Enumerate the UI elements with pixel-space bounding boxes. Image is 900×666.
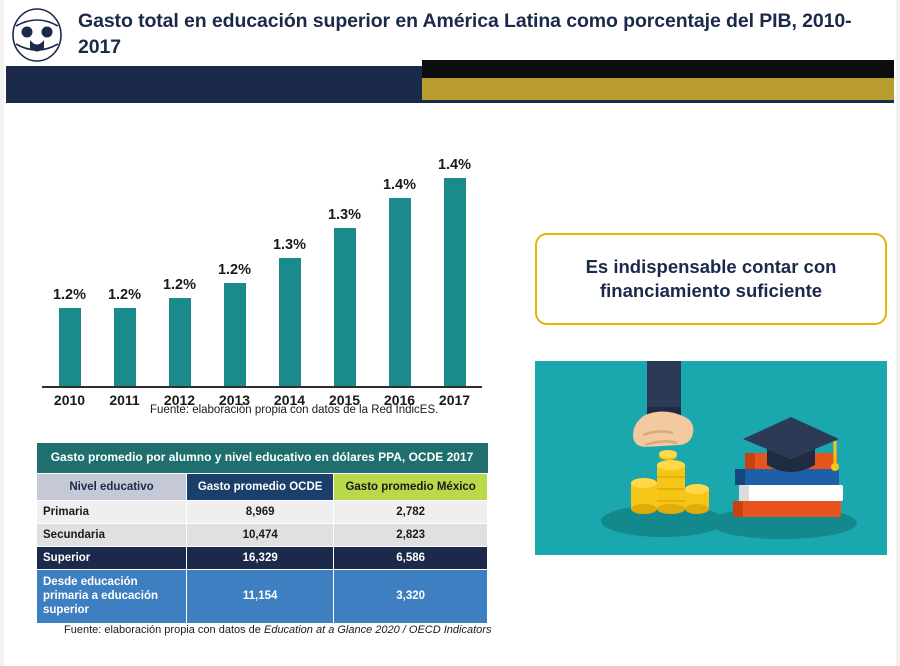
callout-text: Es indispensable contar con financiamiento suficiente <box>585 255 837 301</box>
bar-item <box>435 128 475 386</box>
table-source-italic: Education at a Glance 2020 / OECD Indicators <box>263 624 492 636</box>
slide-header <box>0 0 900 108</box>
table-header-mexico: Gasto promedio México <box>334 473 488 500</box>
row-value-ocde: 8,969 <box>187 500 334 523</box>
table-row <box>37 569 488 623</box>
table-row <box>37 500 488 523</box>
table-header-ocde: Gasto promedio OCDE <box>187 473 334 500</box>
x-tick-label: 2015 <box>328 392 361 408</box>
header-bar-navy <box>6 66 422 100</box>
row-value-ocde: 11,154 <box>187 569 334 623</box>
table-row <box>37 523 488 546</box>
table-header-nivel: Nivel educativo <box>37 473 187 500</box>
bar-rect <box>334 228 356 386</box>
bar-rect <box>224 283 246 386</box>
bar-value-label: 1.3% <box>327 207 362 223</box>
page-title: Gasto total en educación superior en América Latina como porcentaje del PIB, 2010-2017 <box>78 10 852 59</box>
x-tick-label: 2010 <box>53 392 86 408</box>
header-bar-black <box>422 60 894 78</box>
bar-value-label: 1.4% <box>437 157 472 173</box>
x-tick-label: 2012 <box>163 392 196 408</box>
chart-x-axis <box>42 386 482 388</box>
bar-value-label: 1.2% <box>217 262 252 278</box>
bar-value-label: 1.2% <box>107 287 142 303</box>
bar-item <box>160 128 200 386</box>
bar-rect <box>444 178 466 386</box>
x-tick-label: 2017 <box>438 392 471 408</box>
bar-rect <box>279 258 301 386</box>
bar-value-label: 1.3% <box>272 237 307 253</box>
bar-item <box>325 128 365 386</box>
row-label: Desde educación primaria a educación superior <box>37 569 187 623</box>
chart-source-note: Fuente: elaboración propia con datos de la Red IndicES. <box>150 404 439 416</box>
row-value-ocde: 10,474 <box>187 523 334 546</box>
row-label: Superior <box>37 546 187 569</box>
row-value-ocde: 16,329 <box>187 546 334 569</box>
bar-rect <box>389 198 411 386</box>
table-source-prefix: Fuente: elaboración propia con datos de <box>64 624 264 636</box>
bar-rect <box>59 308 81 386</box>
row-value-mexico: 2,823 <box>334 523 488 546</box>
bar-item <box>105 128 145 386</box>
row-value-mexico: 3,320 <box>334 569 488 623</box>
table-title: Gasto promedio por alumno y nivel educativo en dólares PPA, OCDE 2017 <box>37 443 488 473</box>
chart-bars <box>42 128 482 386</box>
x-tick-label: 2013 <box>218 392 251 408</box>
bar-item <box>215 128 255 386</box>
row-label: Secundaria <box>37 523 187 546</box>
header-bar-gold <box>422 78 894 100</box>
row-label: Primaria <box>37 500 187 523</box>
row-value-mexico: 6,586 <box>334 546 488 569</box>
bar-value-label: 1.4% <box>382 177 417 193</box>
bar-item <box>270 128 310 386</box>
gasto-promedio-table <box>36 443 488 624</box>
table-row <box>37 546 488 569</box>
callout-box <box>535 233 887 325</box>
x-tick-label: 2011 <box>109 392 140 408</box>
gdp-bar-chart <box>24 120 504 420</box>
hand-coins-books-graduation-cap-illustration <box>535 361 887 555</box>
unam-logo <box>6 6 68 64</box>
x-tick-label: 2016 <box>383 392 416 408</box>
bar-value-label: 1.2% <box>52 287 87 303</box>
bar-rect <box>169 298 191 386</box>
bar-item <box>50 128 90 386</box>
row-value-mexico: 2,782 <box>334 500 488 523</box>
x-tick-label: 2014 <box>273 392 306 408</box>
bar-rect <box>114 308 136 386</box>
header-rule <box>6 100 894 103</box>
table-source-note <box>64 624 494 636</box>
bar-value-label: 1.2% <box>162 277 197 293</box>
bar-item <box>380 128 420 386</box>
